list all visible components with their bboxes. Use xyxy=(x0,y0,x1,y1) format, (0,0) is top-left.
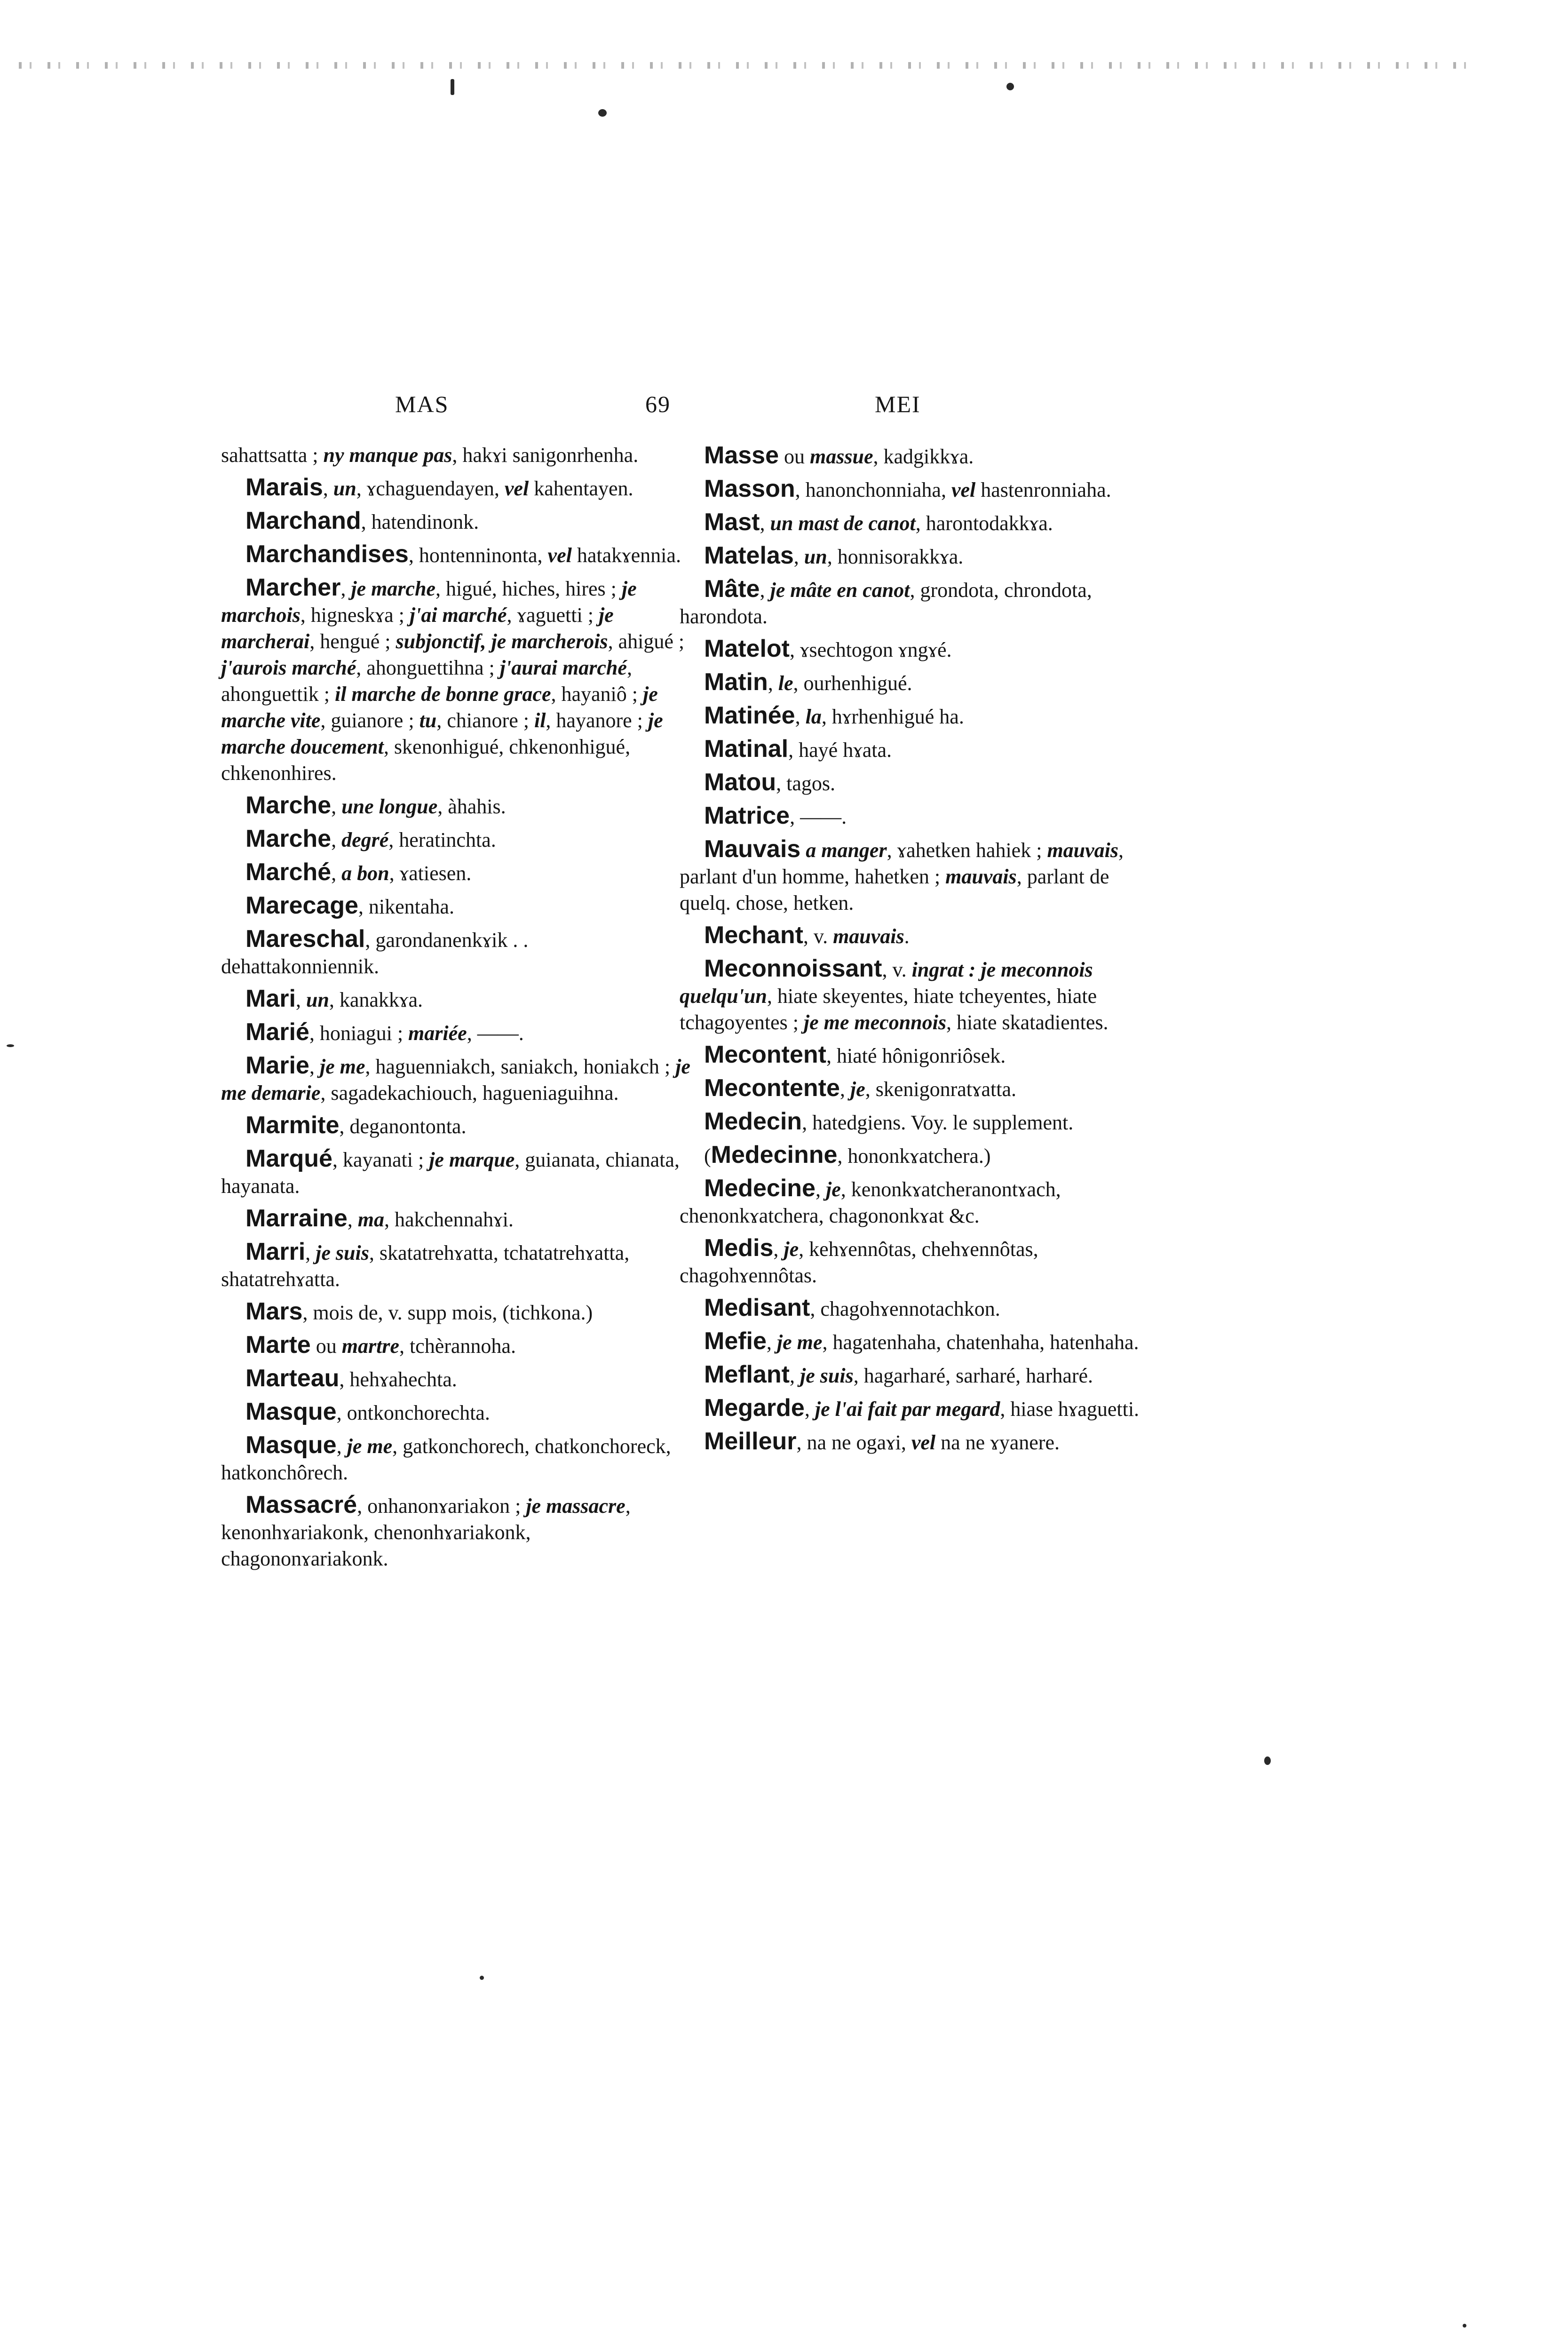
entry-text: , nikentaha. xyxy=(358,895,454,918)
entry-text: ( xyxy=(704,1144,711,1168)
entry-text: , haguenniakch, saniakch, honiakch ; xyxy=(365,1055,676,1078)
dictionary-entry xyxy=(680,669,1155,697)
headword: Medecine xyxy=(704,1175,816,1202)
dictionary-entry xyxy=(221,1205,691,1233)
dictionary-entry xyxy=(680,702,1155,730)
dictionary-entry xyxy=(680,736,1155,763)
headword: Mars xyxy=(245,1298,303,1325)
entry-text: , xyxy=(336,1435,347,1458)
entry-text: , xyxy=(309,1055,320,1078)
entry-text: , xyxy=(815,1178,826,1201)
entry-text: , kenonhɤariakonk, chenonhɤariakonk, chagononɤariakonk. xyxy=(221,1494,631,1570)
entry-text: , ——. xyxy=(467,1022,524,1045)
entry-text: , hanonchonniaha, xyxy=(795,478,951,501)
entry-text: , ahigué ; xyxy=(608,630,685,653)
dictionary-entry xyxy=(680,769,1155,797)
dictionary-entry xyxy=(221,1019,691,1047)
entry-text: , onhanonɤariakon ; xyxy=(357,1494,526,1518)
scan-speck xyxy=(1463,2324,1466,2328)
headword: Matou xyxy=(704,769,776,796)
italic-gloss: je marche vite xyxy=(221,683,658,732)
headword: Masque xyxy=(245,1431,337,1459)
headword: Marte xyxy=(245,1331,311,1359)
italic-gloss: mauvais xyxy=(945,865,1017,888)
entry-text: , harontodakkɤa. xyxy=(915,512,1053,535)
entry-text: sahattsatta ; xyxy=(221,444,324,467)
italic-gloss: ny manque pas xyxy=(323,444,452,467)
entry-text: , ɤchaguendayen, xyxy=(356,477,505,500)
dictionary-entry xyxy=(221,474,691,502)
page-number: 69 xyxy=(645,391,671,417)
italic-gloss: ma xyxy=(357,1208,384,1231)
italic-gloss: mariée xyxy=(408,1022,467,1045)
headword: Marchand xyxy=(245,507,361,534)
dictionary-entry xyxy=(221,1112,691,1140)
headword: Marteau xyxy=(245,1365,340,1392)
dictionary-entry xyxy=(680,1175,1155,1229)
dictionary-entry xyxy=(680,1428,1155,1456)
entry-text: , hiaté hônigonriôsek. xyxy=(826,1044,1006,1067)
scan-speck xyxy=(7,1044,14,1047)
italic-gloss: il marche de bonne grace xyxy=(334,683,551,706)
scan-speck xyxy=(451,79,454,95)
entry-text: , parlant d'un homme, hahetken ; xyxy=(680,839,1124,888)
italic-gloss: j'ai marché xyxy=(409,604,507,627)
italic-gloss: massue xyxy=(810,445,873,468)
italic-gloss: le xyxy=(778,672,793,695)
headword: Mechant xyxy=(704,922,803,949)
italic-gloss: je me demarie xyxy=(221,1055,690,1104)
dictionary-entry xyxy=(680,476,1155,503)
italic-gloss: je me xyxy=(776,1331,823,1354)
entry-text: , kanakkɤa. xyxy=(329,988,423,1011)
entry-text: , hayé hɤata. xyxy=(788,739,892,762)
scan-speck xyxy=(480,1976,484,1980)
entry-text: , na ne ogaɤi, xyxy=(796,1431,911,1454)
entry-text: , garondanenkɤik . . dehattakonniennik. xyxy=(221,929,529,978)
dictionary-entry xyxy=(680,636,1155,663)
entry-text: , hayanore ; xyxy=(546,709,648,732)
headword: Masson xyxy=(704,475,795,502)
entry-text: , hehɤahechta. xyxy=(339,1368,457,1391)
italic-gloss: j'aurois marché xyxy=(221,656,356,679)
entry-text: , higneskɤa ; xyxy=(300,604,410,627)
headword: Marcher xyxy=(245,574,341,601)
dictionary-entry xyxy=(680,1108,1155,1136)
italic-gloss: une longue xyxy=(341,795,438,818)
entry-text: , skatatrehɤatta, tchatatrehɤatta, shatatrehɤatta. xyxy=(221,1241,630,1291)
dictionary-entry xyxy=(221,792,691,820)
entry-text: , xyxy=(795,705,806,728)
entry-text: , hiate skatadientes. xyxy=(946,1011,1109,1034)
entry-text: , honiagui ; xyxy=(309,1022,409,1045)
italic-gloss: j'aurai marché xyxy=(499,656,627,679)
entry-text: ou xyxy=(779,445,810,468)
dictionary-entry xyxy=(221,1332,691,1359)
italic-gloss: je xyxy=(850,1078,865,1101)
entry-text: , xyxy=(766,1331,777,1354)
entry-text: , àhahis. xyxy=(437,795,506,818)
italic-gloss: un mast de canot xyxy=(770,512,916,535)
entry-text: , ɤahetken hahiek ; xyxy=(887,839,1047,862)
scan-speck xyxy=(1264,1756,1271,1765)
entry-text: , sagadekachiouch, hagueniaguihna. xyxy=(320,1081,619,1104)
headword: Mecontent xyxy=(704,1041,826,1068)
entry-text: , xyxy=(295,988,306,1011)
entry-text: , xyxy=(790,1364,800,1387)
italic-gloss: subjonctif, je marcherois xyxy=(396,630,608,653)
entry-text: , xyxy=(768,672,778,695)
italic-gloss: vel xyxy=(951,478,976,501)
italic-gloss: la xyxy=(805,705,822,728)
italic-gloss: un xyxy=(306,988,329,1011)
dictionary-entry xyxy=(680,1395,1155,1422)
headword: Marié xyxy=(245,1018,309,1046)
headword: Massacré xyxy=(245,1491,357,1518)
dictionary-entry xyxy=(680,803,1155,830)
dictionary-entry xyxy=(221,1432,691,1486)
headword: Marche xyxy=(245,825,332,852)
italic-gloss: je l'ai fait par megard xyxy=(815,1398,1000,1421)
headword: Marchandises xyxy=(245,540,409,568)
entry-text: , xyxy=(341,577,351,600)
italic-gloss: a bon xyxy=(341,862,389,885)
dictionary-entry xyxy=(680,442,1155,470)
entry-text: , xyxy=(773,1238,784,1261)
dictionary-entry xyxy=(221,1492,691,1572)
dictionary-entry xyxy=(221,508,691,535)
entry-text: , tagos. xyxy=(776,772,835,795)
scan-speck xyxy=(1006,83,1014,90)
entry-text: , xyxy=(793,545,804,568)
dictionary-entry xyxy=(221,859,691,887)
italic-gloss: mauvais xyxy=(833,925,904,948)
entry-text: , hatedgiens. Voy. le supplement. xyxy=(802,1111,1074,1134)
entry-text: , grondota, chrondota, harondota. xyxy=(680,579,1092,628)
headword: Masse xyxy=(704,442,779,469)
italic-gloss: il xyxy=(534,709,546,732)
entry-text: , ɤsechtogon ɤngɤé. xyxy=(790,638,952,661)
entry-text: . xyxy=(904,925,910,948)
headword: Matelot xyxy=(704,635,790,662)
entry-text: , ontkonchorechta. xyxy=(336,1401,490,1424)
italic-gloss: vel xyxy=(504,477,529,500)
italic-gloss: je suis xyxy=(316,1241,369,1264)
headword: Medecinne xyxy=(711,1141,838,1168)
entry-text: , honnisorakkɤa. xyxy=(827,545,964,568)
dictionary-entry xyxy=(680,1075,1155,1103)
dictionary-entry xyxy=(221,1052,691,1106)
entry-text: , ɤatiesen. xyxy=(389,862,472,885)
italic-gloss: je me xyxy=(347,1435,393,1458)
italic-gloss: je massacre xyxy=(526,1494,626,1518)
dictionary-entry xyxy=(680,1142,1155,1169)
scan-speck xyxy=(598,109,607,117)
entry-text: , ourhenhigué. xyxy=(793,672,912,695)
italic-gloss: mauvais xyxy=(1047,839,1119,862)
dictionary-entry xyxy=(221,826,691,853)
entry-text: , hakɤi sanigonrhenha. xyxy=(452,444,639,467)
entry-text: , chagohɤennotachkon. xyxy=(810,1297,1000,1320)
entry-text: , xyxy=(839,1078,850,1101)
entry-text: , xyxy=(331,795,342,818)
headword: Marche xyxy=(245,792,332,819)
entry-text: , deganontonta. xyxy=(339,1115,467,1138)
headword: Masque xyxy=(245,1398,337,1425)
italic-gloss: je xyxy=(825,1178,841,1201)
entry-text: , guianore ; xyxy=(320,709,420,732)
dictionary-entry xyxy=(680,1295,1155,1322)
headword: Marais xyxy=(245,474,323,501)
italic-gloss: je marcherai xyxy=(221,604,614,653)
entry-text: , gatkonchorech, chatkonchoreck, hatkonchôrech. xyxy=(221,1435,671,1484)
italic-gloss: je suis xyxy=(800,1364,854,1387)
entry-text: hastenronniaha. xyxy=(975,478,1111,501)
headword: Marraine xyxy=(245,1205,348,1232)
entry-text: , skenonhigué, chkenonhigué, chkenonhires. xyxy=(221,735,631,785)
italic-gloss: vel xyxy=(547,544,572,567)
italic-gloss: a manger xyxy=(806,839,887,862)
entry-text: , ——. xyxy=(790,805,847,828)
dictionary-entry xyxy=(221,1365,691,1393)
italic-gloss: un xyxy=(804,545,827,568)
entry-text: , hagarharé, sarharé, harharé. xyxy=(853,1364,1093,1387)
entry-text: , chianore ; xyxy=(436,709,534,732)
entry-text: , ɤaguetti ; xyxy=(507,604,599,627)
italic-gloss: je xyxy=(784,1238,799,1261)
italic-gloss: je marche xyxy=(351,577,436,600)
dictionary-entry xyxy=(680,1328,1155,1356)
entry-text: , v. xyxy=(882,958,912,981)
dictionary-entry xyxy=(221,442,691,469)
entry-text: , kenonkɤatcheranontɤach, chenonkɤatchera, chagononkɤat &c. xyxy=(680,1178,1061,1227)
entry-text xyxy=(800,839,806,862)
headword: Meflant xyxy=(704,1361,790,1388)
dictionary-entry xyxy=(680,1041,1155,1069)
headword: Matinal xyxy=(704,735,789,763)
headword: Megarde xyxy=(704,1394,805,1422)
entry-text: , hononkɤatchera.) xyxy=(837,1144,991,1168)
entry-text: , hiate skeyentes, hiate tcheyentes, hiate tchagoyentes ; xyxy=(680,985,1097,1034)
italic-gloss: je mâte en canot xyxy=(770,579,910,602)
entry-text: , hontenninonta, xyxy=(408,544,548,567)
entry-text: , hagatenhaha, chatenhaha, hatenhaha. xyxy=(822,1331,1139,1354)
entry-text: , parlant de quelq. chose, hetken. xyxy=(680,865,1109,914)
headword: Mefie xyxy=(704,1327,767,1355)
entry-text: , heratinchta. xyxy=(388,828,496,851)
headword: Meconnoissant xyxy=(704,955,882,982)
running-head-right: MEI xyxy=(875,391,921,417)
entry-text: , hakchennahɤi. xyxy=(384,1208,514,1231)
entry-text: , xyxy=(347,1208,358,1231)
italic-gloss: ingrat : je meconnois quelqu'un xyxy=(680,958,1093,1008)
entry-text: , skenigonratɤatta. xyxy=(865,1078,1017,1101)
dictionary-entry xyxy=(221,1239,691,1293)
headword: Marri xyxy=(245,1238,306,1265)
entry-text: , hiase hɤaguetti. xyxy=(1000,1398,1140,1421)
headword: Medecin xyxy=(704,1108,802,1135)
headword: Medis xyxy=(704,1234,774,1262)
entry-text: na ne ɤyanere. xyxy=(935,1431,1060,1454)
dictionary-entry xyxy=(680,1361,1155,1389)
entry-text: ou xyxy=(310,1335,342,1358)
headword: Mecontente xyxy=(704,1074,840,1102)
running-head-left: MAS xyxy=(395,391,449,417)
headword: Matin xyxy=(704,668,768,696)
entry-text: , ahonguettik ; xyxy=(221,656,632,706)
headword: Marqué xyxy=(245,1145,333,1172)
italic-gloss: tu xyxy=(419,709,437,732)
headword: Mâte xyxy=(704,575,760,603)
headword: Meilleur xyxy=(704,1428,797,1455)
italic-gloss: je me xyxy=(319,1055,365,1078)
dictionary-entry xyxy=(221,926,691,980)
dictionary-entry xyxy=(221,541,691,569)
scan-noise-top xyxy=(19,62,1477,69)
dictionary-entry xyxy=(680,1235,1155,1289)
entry-text: hatakɤennia. xyxy=(571,544,681,567)
dictionary-entry xyxy=(680,509,1155,537)
headword: Marmite xyxy=(245,1112,340,1139)
italic-gloss: je marchois xyxy=(221,577,637,627)
dictionary-entry xyxy=(221,574,691,787)
headword: Mareschal xyxy=(245,925,365,953)
dictionary-entry xyxy=(680,955,1155,1036)
entry-text: , xyxy=(760,512,770,535)
entry-text: , xyxy=(305,1241,316,1264)
entry-text: , hɤrhenhigué ha. xyxy=(821,705,964,728)
entry-text: , mois de, v. supp mois, (tichkona.) xyxy=(302,1301,593,1324)
entry-text: , ahonguettihna ; xyxy=(356,656,500,679)
entry-text: , guianata, chianata, hayanata. xyxy=(221,1148,680,1198)
headword: Mauvais xyxy=(704,835,801,863)
italic-gloss: je marque xyxy=(429,1148,515,1171)
dictionary-entry xyxy=(680,576,1155,630)
dictionary-entry xyxy=(221,892,691,920)
dictionary-entry xyxy=(680,542,1155,570)
headword: Marecage xyxy=(245,892,358,919)
entry-text: , higué, hiches, hires ; xyxy=(435,577,622,600)
italic-gloss: degré xyxy=(341,828,389,851)
headword: Marché xyxy=(245,858,332,886)
entry-text: , xyxy=(760,579,770,602)
entry-text: , xyxy=(804,1398,815,1421)
headword: Marie xyxy=(245,1052,309,1079)
italic-gloss: vel xyxy=(911,1431,936,1454)
headword: Matrice xyxy=(704,802,790,829)
entry-text: , hengué ; xyxy=(309,630,396,653)
entry-text: , xyxy=(323,477,333,500)
dictionary-entry xyxy=(221,1398,691,1426)
entry-text: , kehɤennôtas, chehɤennôtas, chagohɤennôtas. xyxy=(680,1238,1038,1287)
entry-text: , hatendinonk. xyxy=(361,510,479,533)
headword: Matelas xyxy=(704,542,794,569)
italic-gloss: un xyxy=(333,477,356,500)
entry-text: , v. xyxy=(803,925,833,948)
dictionary-entry xyxy=(680,922,1155,950)
entry-text: , kadgikkɤa. xyxy=(873,445,974,468)
headword: Mari xyxy=(245,985,296,1012)
entry-text: , xyxy=(331,862,342,885)
headword: Matinée xyxy=(704,702,795,729)
dictionary-entry xyxy=(221,1145,691,1200)
italic-gloss: je me meconnois xyxy=(803,1011,947,1034)
entry-text: , xyxy=(331,828,342,851)
entry-text: , tchèrannoha. xyxy=(399,1335,516,1358)
italic-gloss: je marche doucement xyxy=(221,709,663,758)
dictionary-entry xyxy=(221,1298,691,1326)
dictionary-entry xyxy=(221,985,691,1013)
left-column xyxy=(221,442,691,1578)
italic-gloss: martre xyxy=(341,1335,399,1358)
entry-text: kahentayen. xyxy=(529,477,634,500)
headword: Mast xyxy=(704,509,760,536)
dictionary-entry xyxy=(680,836,1155,916)
headword: Medisant xyxy=(704,1294,810,1321)
entry-text: , hayaniô ; xyxy=(551,683,643,706)
entry-text: , kayanati ; xyxy=(332,1148,429,1171)
right-column xyxy=(680,442,1155,1462)
